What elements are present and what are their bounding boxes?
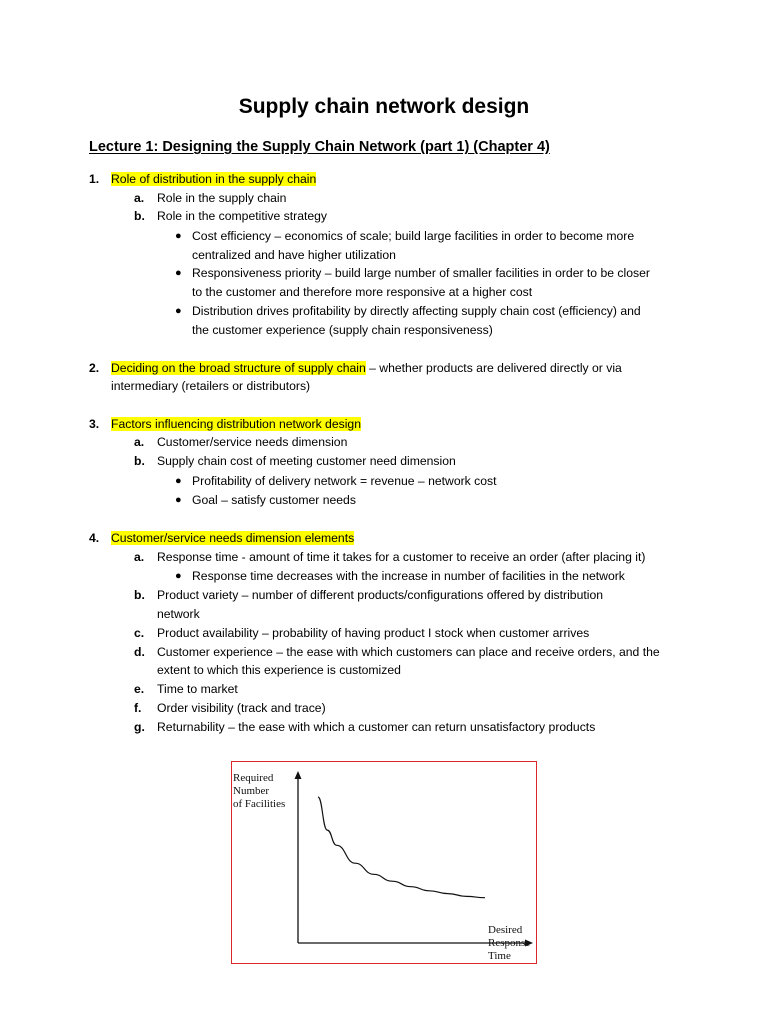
- section-number: 2.: [89, 361, 100, 375]
- lecture-heading: Lecture 1: Designing the Supply Chain Network (part 1) (Chapter 4): [89, 139, 550, 155]
- item-letter: b.: [134, 588, 145, 602]
- page-title: Supply chain network design: [238, 95, 530, 118]
- bullet-text: Goal – satisfy customer needs: [192, 493, 356, 507]
- section-heading: [111, 529, 354, 548]
- y-axis-label: [233, 772, 285, 811]
- x-label-line: Response: [488, 937, 531, 949]
- item-letter: f.: [134, 701, 142, 715]
- section-heading-highlight: Role of distribution in the supply chain: [111, 172, 317, 186]
- bullet-dot: ●: [175, 570, 182, 582]
- bullet-dot: ●: [175, 267, 182, 279]
- item-letter: a.: [134, 550, 145, 564]
- item-text: Customer experience – the ease with which customers can place and receive orders, and the: [157, 645, 660, 659]
- bullet-text-continued: the customer experience (supply chain responsiveness): [192, 323, 493, 337]
- item-letter: c.: [134, 626, 145, 640]
- section-number: 4.: [89, 531, 100, 545]
- item-letter: b.: [134, 209, 145, 223]
- y-axis-arrow: [295, 771, 302, 779]
- item-letter: b.: [134, 454, 145, 468]
- item-text: Time to market: [157, 682, 238, 696]
- item-text: Product availability – probability of having product I stock when customer arrives: [157, 626, 590, 640]
- bullet-dot: ●: [175, 305, 182, 317]
- item-text: Supply chain cost of meeting customer need dimension: [157, 454, 456, 468]
- bullet-text: Cost efficiency – economics of scale; build large facilities in order to become more: [192, 229, 635, 243]
- item-text-continued: network: [157, 607, 200, 621]
- bullet-dot: ●: [175, 230, 182, 242]
- response-time-figure: [231, 761, 537, 964]
- section-continuation: intermediary (retailers or distributors): [111, 379, 311, 393]
- item-letter: e.: [134, 682, 145, 696]
- item-letter: a.: [134, 191, 145, 205]
- y-label-line: of Facilities: [233, 798, 286, 810]
- section-heading: [111, 415, 361, 434]
- bullet-text-continued: centralized and have higher utilization: [192, 248, 396, 262]
- section-heading: [111, 359, 622, 378]
- x-label-line: Time: [488, 950, 511, 962]
- bullet-dot: ●: [175, 494, 182, 506]
- item-text: Returnability – the ease with which a customer can return unsatisfactory products: [157, 720, 596, 734]
- facilities-curve: [318, 797, 485, 898]
- bullet-text: Profitability of delivery network = revenue – network cost: [192, 474, 497, 488]
- section-heading-highlight: Factors influencing distribution network design: [111, 417, 361, 431]
- item-text: Order visibility (track and trace): [157, 701, 326, 715]
- bullet-text-continued: to the customer and therefore more responsive at a higher cost: [192, 285, 533, 299]
- y-label-line: Number: [233, 785, 270, 797]
- item-letter: a.: [134, 435, 145, 449]
- section-number: 3.: [89, 417, 100, 431]
- item-text: Product variety – number of different products/configurations offered by distribution: [157, 588, 603, 602]
- item-text: Role in the competitive strategy: [157, 209, 328, 223]
- x-label-line: Desired: [488, 924, 523, 936]
- section-heading-tail: – whether products are delivered directly or via: [365, 361, 622, 375]
- item-text: Role in the supply chain: [157, 191, 287, 205]
- section-heading: [111, 170, 316, 189]
- item-letter: d.: [134, 645, 145, 659]
- bullet-dot: ●: [175, 475, 182, 487]
- bullet-text: Response time decreases with the increase in number of facilities in the network: [192, 569, 625, 583]
- y-label-line: Required: [233, 772, 274, 784]
- item-text-continued: extent to which this experience is customized: [157, 663, 401, 677]
- item-text: Customer/service needs dimension: [157, 435, 348, 449]
- section-number: 1.: [89, 172, 100, 186]
- item-letter: g.: [134, 720, 145, 734]
- bullet-text: Distribution drives profitability by directly affecting supply chain cost (efficiency) and: [192, 304, 641, 318]
- bullet-text: Responsiveness priority – build large number of smaller facilities in order to be closer: [192, 266, 650, 280]
- section-heading-highlight: Deciding on the broad structure of supply chain: [111, 361, 366, 375]
- section-heading-highlight: Customer/service needs dimension elements: [111, 531, 355, 545]
- item-text: Response time - amount of time it takes for a customer to receive an order (after placing it): [157, 550, 646, 564]
- x-axis-label: [488, 924, 530, 963]
